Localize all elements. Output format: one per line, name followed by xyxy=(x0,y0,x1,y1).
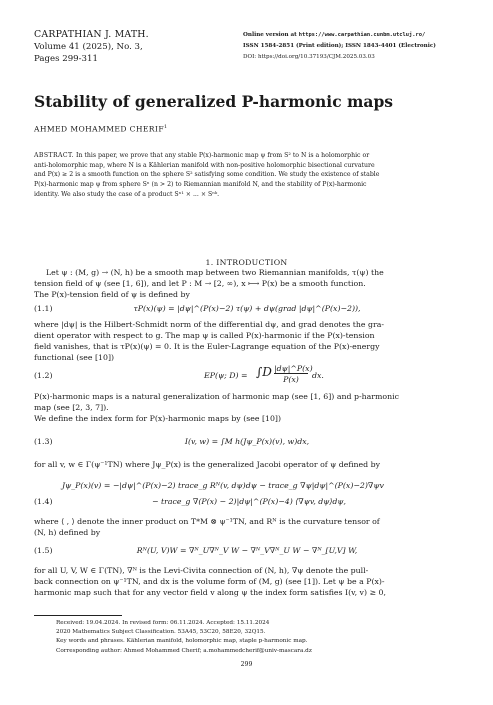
intro-paragraph-1: Let ψ : (M, g) → (N, h) be a smooth map between two Riemannian manifolds, τ(ψ) the tension field of ψ (see [1, 6]), and let P : M → [2, ∞), x ⟼ P(x) be a smooth function. The P(x)-tension field of ψ is defined by xyxy=(34,268,384,299)
intro-paragraph-6: for all U, V, W ∈ Γ(TN), ∇ᴺ is the Levi-Civita connection of (N, h), ∇ψ denote the pull- back connection on ψ⁻¹TN, and dx is the volume form of (M, g) (see [1]). Let ψ be a P(x)- harmonic map such that for any vector field v along ψ the index form satisfies I(v, v) ≥ 0, xyxy=(34,566,386,597)
intro-paragraph-3: P(x)-harmonic maps is a natural generalization of harmonic map (see [1, 6]) and p-harmonic map (see [2, 3, 7]). We define the index form for P(x)-harmonic maps by (see [10]) xyxy=(34,392,399,423)
equation-1-4-line-1: Jψ_P(x)(v) = −|dψ|^(P(x)−2) trace_g Rᴺ(v, dψ)dψ − trace_g ∇ψ|dψ|^(P(x)−2)∇ψv xyxy=(62,481,384,490)
equation-1-1: (1.1) τP(x)(ψ) = |dψ|^(P(x)−2) τ(ψ) + dψ(grad |dψ|^(P(x)−2)), xyxy=(34,304,361,313)
footnote-keywords: Key words and phrases. Kählerian manifold, holomorphic map, staple p-harmonic map. xyxy=(56,638,308,645)
intro-paragraph-2: where |dψ| is the Hilbert-Schmidt norm of the differential dψ, and grad denotes the gra- dient operator with respect to g. The map ψ is called P(x)-harmonic if the P(x)-tension field vanishes, that is τP(x)(ψ) = 0. It is the Euler-Lagrange equation of the P(x)-energy functional (see [10]) xyxy=(34,320,384,362)
equation-1-3: (1.3) I(v, w) = ∫M h(Jψ_P(x)(v), w)dx, xyxy=(34,437,310,446)
page-number: 299 xyxy=(240,661,253,668)
abstract: ABSTRACT. In this paper, we prove that any stable P(x)-harmonic map ψ from S² to N is a holomorphic or anti-holomorphic map, where N is a Kählerian manifold with non-positive holomorphic bisectional curvature and P(x) ≥ 2 is a smooth function on the sphere S² satisfying some condition. We study the existence of stable P(x)-harmonic map ψ from sphere Sⁿ (n > 2) to Riemannian manifold N, and the stability of P(x)-harmonic identity. We also study the case of a product Sⁿ¹ × ... × Sⁿᵏ. xyxy=(34,152,380,198)
online-version: Online version at https://www.carpathian.cunbm.utcluj.ro/ xyxy=(243,32,426,38)
online-url-link[interactable]: https://www.carpathian.cunbm.utcluj.ro/ xyxy=(298,32,426,38)
equation-1-5: (1.5) Rᴺ(U, V)W = ∇ᴺ_U∇ᴺ_V W − ∇ᴺ_V∇ᴺ_U W − ∇ᴺ_[U,V] W, xyxy=(34,546,358,555)
journal-header xyxy=(34,29,149,65)
footnote-msc: 2020 Mathematics Subject Classification. 53A45, 53C20, 58E20, 32Q15. xyxy=(56,629,266,636)
journal-name: CARPATHIAN J. MATH. xyxy=(34,29,149,40)
journal-volume: Volume 41 (2025), No. 3, xyxy=(34,42,143,52)
abstract-label: ABSTRACT. xyxy=(34,152,75,159)
equation-1-2: (1.2) EP(ψ; D) = ∫D |dψ|^P(x) P(x) dx. xyxy=(34,364,324,384)
equation-1-4-line-2: (1.4) − trace_g ∇(P(x) − 2)|dψ|^(P(x)−4) ⟨∇ψv, dψ⟩dψ, xyxy=(34,497,347,506)
footnotes xyxy=(56,619,312,656)
publication-info xyxy=(243,30,436,63)
intro-paragraph-5: where ⟨ , ⟩ denote the inner product on T*M ⊗ ψ⁻¹TN, and Rᴺ is the curvature tensor of (N, h) defined by xyxy=(34,517,380,537)
paper-title: Stability of generalized P-harmonic maps xyxy=(34,92,394,111)
intro-paragraph-4: for all v, w ∈ Γ(ψ⁻¹TN) where Jψ_P(x) is the generalized Jacobi operator of ψ defined by xyxy=(34,460,381,469)
footnote-dates: Received: 19.04.2024. In revised form: 06.11.2024. Accepted: 15.11.2024 xyxy=(56,620,270,626)
journal-pages: Pages 299-311 xyxy=(34,54,98,64)
doi-link[interactable]: DOI: https://doi.org/10.37193/CJM.2025.03.03 xyxy=(243,54,375,60)
paper-author: AHMED MOHAMMED CHERIF$^1$ xyxy=(34,124,168,134)
section-heading-introduction: 1. INTRODUCTION xyxy=(205,258,288,267)
footnote-rule xyxy=(34,615,122,616)
footnote-corresponding: Corresponding author: Ahmed Mohammed Cherif; a.mohammedcherif@univ-mascara.dz xyxy=(56,647,312,654)
issn-line: ISSN 1584-2851 (Print edition); ISSN 1843-4401 (Electronic) xyxy=(243,43,436,49)
